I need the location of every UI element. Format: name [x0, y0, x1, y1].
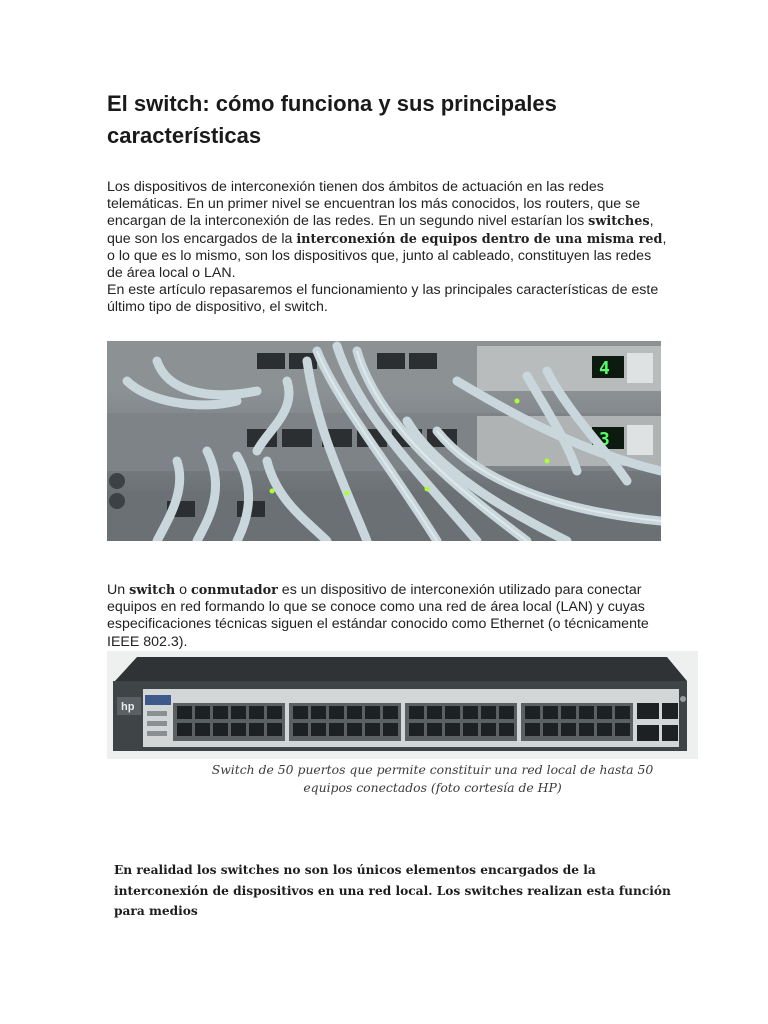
rj45-port	[195, 706, 210, 719]
rj45-port	[525, 723, 540, 736]
definition-text-1: Un	[107, 582, 130, 598]
intro-text-2: , que son los encargados de la	[107, 213, 654, 247]
cabled-switches-illustration	[107, 341, 661, 541]
hp-switch-illustration	[107, 651, 698, 759]
rj45-port	[543, 706, 558, 719]
rj45-port	[177, 706, 192, 719]
rj45-port	[231, 706, 246, 719]
rj45-port	[597, 706, 612, 719]
rj45-port	[311, 706, 326, 719]
rj45-port	[427, 706, 442, 719]
rj45-port	[463, 723, 478, 736]
rj45-port	[213, 723, 228, 736]
rj45-port	[409, 723, 424, 736]
hp-logo: hp	[121, 701, 135, 713]
definition-paragraph	[107, 582, 667, 651]
rj45-port	[329, 706, 344, 719]
rj45-port	[231, 723, 246, 736]
intro-bold-interconexion: interconexión de equipos dentro de una misma red	[296, 231, 663, 247]
rj45-port	[525, 706, 540, 719]
digit-display-bottom: 3	[599, 429, 610, 450]
cabled-switches-photo	[107, 341, 661, 541]
rj45-port	[213, 706, 228, 719]
rj45-port	[365, 723, 380, 736]
definition-bold-switch: switch	[129, 583, 176, 598]
rj45-port	[615, 706, 630, 719]
article-title: El switch: cómo funciona y sus principales características	[107, 91, 557, 148]
intro-text-1: Los dispositivos de interconexión tienen dos ámbitos de actuación en las redes telemáticas. En un primer nivel se encuentran los más conocidos, los routers, que se encargan de la interconexión de las redes. En un segundo nivel estarían los	[107, 179, 641, 230]
rj45-port	[481, 706, 496, 719]
digit-display-top: 4	[599, 358, 610, 379]
rj45-port	[543, 723, 558, 736]
rj45-port	[499, 706, 514, 719]
rj45-port	[177, 723, 192, 736]
intro-bold-switches: switches	[588, 214, 650, 230]
rj45-port	[615, 723, 630, 736]
rj45-port	[347, 706, 362, 719]
rj45-port	[409, 706, 424, 719]
rj45-port	[561, 706, 576, 719]
rj45-port	[481, 723, 496, 736]
rj45-port	[597, 723, 612, 736]
rj45-port	[293, 723, 308, 736]
image-caption: Switch de 50 puertos que permite constituir una red local de hasta 50 equipos conectados (foto cortesía de HP)	[211, 762, 654, 795]
rj45-port	[293, 706, 308, 719]
rj45-port	[579, 723, 594, 736]
rj45-port	[463, 706, 478, 719]
rj45-port	[445, 723, 460, 736]
rj45-port	[365, 706, 380, 719]
rj45-port	[311, 723, 326, 736]
intro-paragraph	[107, 179, 667, 317]
definition-text-2: o	[175, 582, 191, 598]
rj45-port	[499, 723, 514, 736]
rj45-port	[383, 706, 398, 719]
rj45-port	[347, 723, 362, 736]
rj45-port	[383, 723, 398, 736]
rj45-port	[249, 706, 264, 719]
definition-text-3: es un dispositivo de interconexión utilizado para conectar equipos en red formando lo que se conoce como una red de área local (LAN) y cuyas especificaciones técnicas siguen el estándar conocido como Ethernet (o técnicamente IEEE 802.3).	[107, 582, 649, 650]
closing-paragraph: En realidad los switches no son los únicos elementos encargados de la interconexión de dispositivos en una red local. Los switches realizan esta función para medios	[114, 863, 671, 918]
definition-bold-conmutador: conmutador	[190, 583, 278, 598]
rj45-port	[195, 723, 210, 736]
rj45-port	[267, 723, 282, 736]
rj45-port	[561, 723, 576, 736]
rj45-port	[579, 706, 594, 719]
rj45-port	[427, 723, 442, 736]
rj45-port	[267, 706, 282, 719]
rj45-port	[329, 723, 344, 736]
intro-text-3: , o lo que es lo mismo, son los dispositivos que, junto al cableado, constituyen las redes de área local o LAN.	[107, 230, 667, 282]
hp-switch-photo	[107, 651, 698, 759]
rj45-port	[445, 706, 460, 719]
rj45-port	[249, 723, 264, 736]
intro-text-4: En este artículo repasaremos el funcionamiento y las principales características de este último tipo de dispositivo, el switch.	[107, 282, 659, 316]
